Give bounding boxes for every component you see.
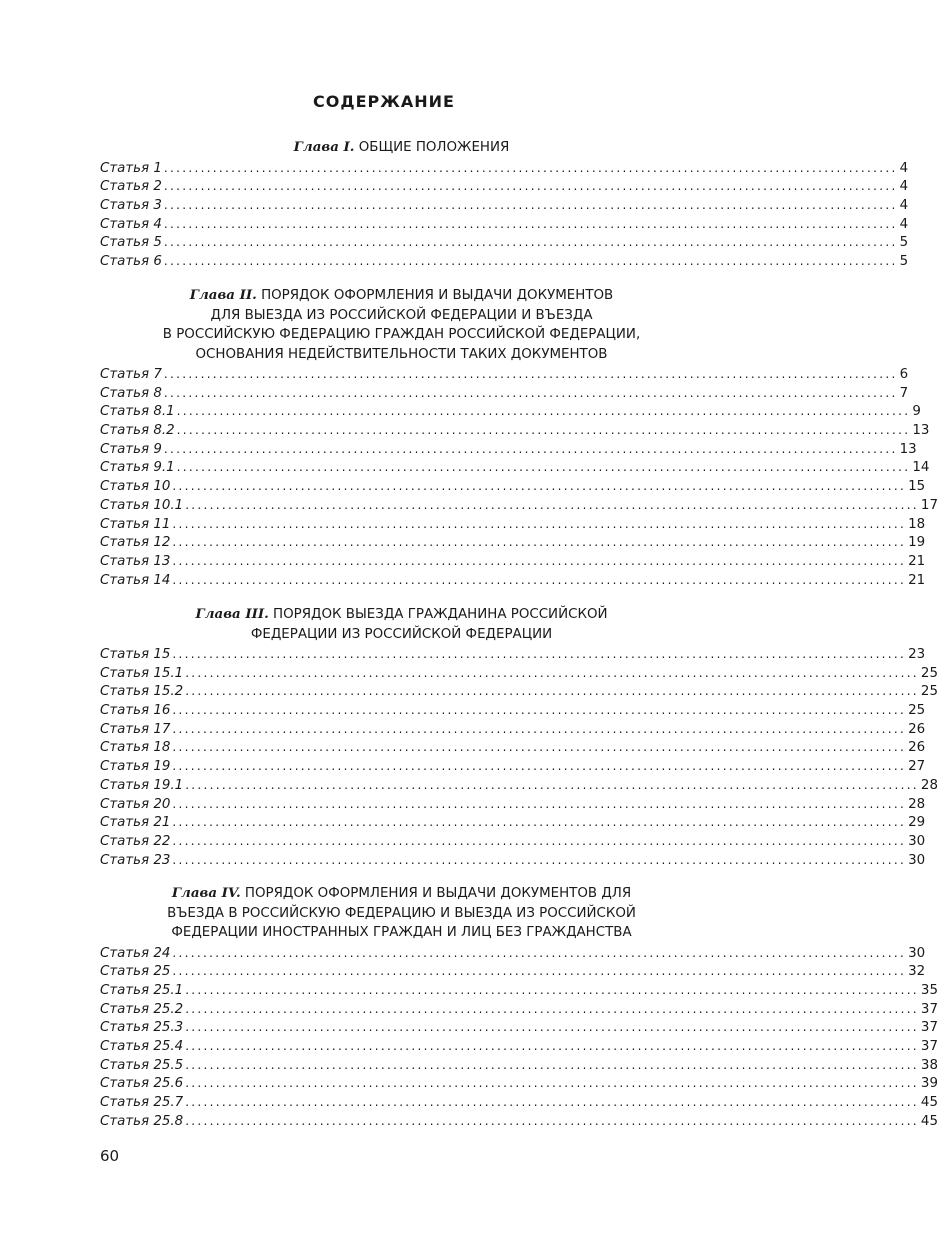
- chapter-title-text: ПОРЯДОК ВЫЕЗДА ГРАЖДАНИНА РОССИЙСКОЙ: [273, 607, 608, 622]
- toc-entry[interactable]: [100, 252, 909, 271]
- toc-entry[interactable]: [100, 962, 926, 981]
- chapter-title-text: ДЛЯ ВЫЕЗДА ИЗ РОССИЙСКОЙ ФЕДЕРАЦИИ И ВЪЕЗДА: [210, 307, 593, 323]
- dot-leader: ........................................................................................................................: [172, 945, 907, 960]
- dot-leader: ........................................................................................................................: [185, 684, 919, 699]
- chapter-title-text: ФЕДЕРАЦИИ ИЗ РОССИЙСКОЙ ФЕДЕРАЦИИ: [250, 626, 553, 642]
- toc-entry-label: Статья 19.1: [100, 777, 184, 793]
- chapter-title-text: В РОССИЙСКУЮ ФЕДЕРАЦИЮ ГРАЖДАН РОССИЙСКОЙ ФЕДЕРАЦИИ,: [162, 327, 641, 342]
- toc-entry[interactable]: [100, 571, 926, 590]
- toc-entry-page: 30: [908, 945, 926, 961]
- dot-leader: ........................................................................................................................: [172, 815, 907, 830]
- page-title: СОДЕРЖАНИЕ: [313, 92, 455, 111]
- dot-leader: ........................................................................................................................: [176, 404, 911, 419]
- toc-entry[interactable]: [100, 776, 938, 795]
- toc-entry[interactable]: [100, 682, 938, 701]
- chapter-title-text: ПОРЯДОК ОФОРМЛЕНИЯ И ВЫДАЧИ ДОКУМЕНТОВ: [261, 288, 614, 303]
- toc-entry[interactable]: [100, 795, 926, 814]
- toc-entry[interactable]: [100, 458, 930, 477]
- chapter-2-section: [100, 286, 938, 589]
- toc-entry-page: 30: [908, 833, 926, 849]
- toc-entry-page: 21: [908, 572, 926, 588]
- dot-leader: ........................................................................................................................: [176, 423, 911, 438]
- dot-leader: ........................................................................................................................: [172, 852, 907, 867]
- dot-leader: ........................................................................................................................: [185, 1113, 919, 1128]
- dot-leader: ........................................................................................................................: [172, 553, 907, 568]
- toc-entry[interactable]: [100, 944, 926, 963]
- chapter-title-text: ОБЩИЕ ПОЛОЖЕНИЯ: [358, 140, 510, 155]
- toc-entry-label: Статья 25.6: [100, 1076, 184, 1092]
- toc-entry-label: Статья 8: [100, 385, 162, 401]
- toc-entry[interactable]: [100, 757, 926, 776]
- toc-entry-label: Статья 2: [100, 179, 162, 195]
- toc-entry-page: 21: [908, 553, 926, 569]
- toc-entry-page: 29: [908, 815, 926, 831]
- dot-leader: ........................................................................................................................: [185, 1020, 919, 1035]
- dot-leader: ........................................................................................................................: [185, 1038, 919, 1053]
- dot-leader: ........................................................................................................................: [172, 964, 907, 979]
- dot-leader: ........................................................................................................................: [172, 796, 907, 811]
- toc-entry[interactable]: [100, 496, 938, 515]
- toc-entry-label: Статья 3: [100, 197, 162, 213]
- toc-entry-label: Статья 12: [100, 535, 171, 551]
- dot-leader: ........................................................................................................................: [185, 1095, 919, 1109]
- chapter-heading: [100, 286, 703, 364]
- toc-entry-page: 5: [899, 235, 909, 251]
- toc-entry-page: 25: [908, 703, 926, 719]
- toc-entry[interactable]: [100, 851, 926, 870]
- toc-entry-label: Статья 8.1: [100, 404, 175, 420]
- dot-leader: ........................................................................................................................: [163, 179, 898, 194]
- dot-leader: ........................................................................................................................: [185, 1076, 919, 1091]
- toc-entry[interactable]: [100, 1056, 938, 1075]
- chapter-title-text: ФЕДЕРАЦИИ ИНОСТРАННЫХ ГРАЖДАН И ЛИЦ БЕЗ ГРАЖДАНСТВА: [171, 925, 632, 940]
- chapter-heading-line: [100, 605, 703, 625]
- toc-entry[interactable]: [100, 664, 938, 683]
- toc-entry-page: 45: [920, 1095, 938, 1110]
- dot-leader: ........................................................................................................................: [163, 235, 898, 250]
- dot-leader: ........................................................................................................................: [185, 1057, 919, 1072]
- toc-entry-label: Статья 13: [100, 553, 171, 569]
- dot-leader: ........................................................................................................................: [163, 216, 898, 231]
- dot-leader: ........................................................................................................................: [185, 1001, 919, 1016]
- toc-entry-label: Статья 23: [100, 852, 171, 868]
- toc-entry-page: 37: [920, 1020, 938, 1036]
- dot-leader: ........................................................................................................................: [172, 535, 907, 550]
- toc-entry[interactable]: [100, 1074, 938, 1093]
- page-number: 60: [100, 1147, 120, 1165]
- toc-entry-label: Статья 17: [100, 721, 171, 737]
- dot-leader: ........................................................................................................................: [172, 740, 907, 755]
- chapter-heading-line: [100, 286, 703, 306]
- chapter-label: Глава III.: [195, 606, 269, 622]
- toc-entry-page: 9: [912, 404, 921, 420]
- chapter-title-text: ПОРЯДОК ОФОРМЛЕНИЯ И ВЫДАЧИ ДОКУМЕНТОВ ДЛЯ: [244, 886, 632, 901]
- dot-leader: ........................................................................................................................: [185, 982, 919, 997]
- toc-entry-page: 28: [908, 796, 926, 812]
- toc-entry[interactable]: [100, 645, 926, 664]
- dot-leader: ........................................................................................................................: [172, 833, 907, 848]
- toc-entry-page: 4: [899, 216, 909, 232]
- dot-leader: ........................................................................................................................: [163, 385, 898, 400]
- toc-entry-page: 15: [908, 479, 926, 495]
- toc-entry-page: 13: [899, 441, 917, 457]
- toc-entry-page: 32: [908, 964, 926, 980]
- chapter-1-section: [100, 138, 909, 271]
- toc-entry[interactable]: [100, 365, 909, 384]
- toc-entry[interactable]: [100, 1000, 938, 1019]
- toc-entry[interactable]: [100, 832, 926, 851]
- toc-entry-page: 37: [920, 1038, 938, 1054]
- toc-entry-page: 4: [899, 197, 909, 213]
- dot-leader: ........................................................................................................................: [172, 721, 907, 736]
- chapter-heading-line: [100, 625, 703, 645]
- chapter-heading-line: [100, 904, 703, 924]
- toc-entry-page: 45: [920, 1113, 938, 1129]
- toc-entry[interactable]: [100, 701, 926, 720]
- chapter-heading-line: [100, 325, 703, 345]
- toc-entry-page: 4: [899, 160, 909, 176]
- toc-entry[interactable]: [100, 159, 909, 178]
- toc-entry-page: 25: [920, 665, 938, 681]
- chapter-4-section: [100, 884, 938, 1130]
- toc-entry-label: Статья 6: [100, 253, 162, 269]
- toc-entry[interactable]: [100, 533, 926, 552]
- toc-entry-label: Статья 25.4: [100, 1038, 184, 1054]
- toc-entry[interactable]: [100, 1093, 938, 1112]
- toc-entry[interactable]: [100, 440, 917, 459]
- dot-leader: ........................................................................................................................: [172, 516, 907, 531]
- toc-entry-label: Статья 10: [100, 479, 171, 495]
- dot-leader: ........................................................................................................................: [163, 197, 898, 212]
- toc-entry-page: 17: [920, 497, 938, 513]
- toc-entry-label: Статья 21: [100, 815, 171, 831]
- chapter-heading-line: [100, 138, 703, 158]
- toc-entry-label: Статья 7: [100, 367, 162, 382]
- chapter-heading-line: [100, 923, 703, 943]
- toc-entry-label: Статья 20: [100, 796, 171, 812]
- toc-entry[interactable]: [100, 720, 926, 739]
- chapter-heading: [100, 138, 703, 158]
- toc-entry-page: 5: [899, 253, 909, 269]
- toc-entry[interactable]: [100, 738, 926, 757]
- chapter-heading: [100, 605, 703, 644]
- toc-entry-label: Статья 18: [100, 740, 171, 756]
- toc-entry-page: 23: [908, 647, 926, 662]
- toc-entry[interactable]: [100, 402, 921, 421]
- dot-leader: ........................................................................................................................: [163, 160, 898, 175]
- chapter-label: Глава IV.: [171, 885, 241, 901]
- toc-entry-page: 18: [908, 516, 926, 532]
- chapter-heading: [100, 884, 703, 943]
- toc-entry[interactable]: [100, 552, 926, 571]
- toc-entry-page: 37: [920, 1001, 938, 1017]
- toc-entry-label: Статья 1: [100, 160, 162, 176]
- toc-entry-label: Статья 24: [100, 945, 171, 961]
- toc-entry-label: Статья 14: [100, 572, 171, 588]
- toc-entry-label: Статья 15.1: [100, 665, 184, 681]
- toc-entry-label: Статья 25.5: [100, 1057, 184, 1073]
- dot-leader: ........................................................................................................................: [172, 703, 907, 718]
- chapter-heading-line: [100, 345, 703, 365]
- toc-entry-page: 13: [912, 423, 930, 439]
- dot-leader: ........................................................................................................................: [163, 441, 898, 456]
- toc-entry-page: 19: [908, 535, 926, 551]
- dot-leader: ........................................................................................................................: [163, 253, 898, 268]
- toc-entry[interactable]: [100, 233, 909, 252]
- dot-leader: ........................................................................................................................: [172, 647, 907, 661]
- toc-entry-page: 26: [908, 740, 926, 756]
- toc-entry[interactable]: [100, 515, 926, 534]
- toc-entry[interactable]: [100, 177, 909, 196]
- toc-entry[interactable]: [100, 1018, 938, 1037]
- toc-entry-page: 28: [920, 777, 938, 793]
- toc-entry[interactable]: [100, 384, 909, 403]
- toc-entry-label: Статья 9.1: [100, 460, 175, 476]
- toc-entry-label: Статья 25.8: [100, 1113, 184, 1129]
- toc-entry-page: 6: [899, 367, 909, 382]
- chapter-label: Глава I.: [293, 139, 355, 155]
- toc-entry-page: 14: [912, 460, 930, 476]
- dot-leader: ........................................................................................................................: [185, 665, 919, 680]
- dot-leader: ........................................................................................................................: [172, 479, 907, 494]
- toc-entry-label: Статья 9: [100, 441, 162, 457]
- toc-entry-page: 26: [908, 721, 926, 737]
- dot-leader: ........................................................................................................................: [185, 777, 919, 792]
- toc-entry-label: Статья 15: [100, 647, 171, 662]
- dot-leader: ........................................................................................................................: [185, 497, 919, 512]
- toc-entry-label: Статья 16: [100, 703, 171, 719]
- toc-entry-page: 39: [920, 1076, 938, 1092]
- toc-entry[interactable]: [100, 981, 938, 1000]
- toc-entry-page: 38: [920, 1057, 938, 1073]
- toc-entry[interactable]: [100, 813, 926, 832]
- chapter-heading-line: [100, 884, 703, 904]
- toc-entry-label: Статья 25: [100, 964, 171, 980]
- toc-entry[interactable]: [100, 196, 909, 215]
- toc-entry-label: Статья 4: [100, 216, 162, 232]
- toc-entry-label: Статья 25.1: [100, 982, 184, 998]
- toc-entry-label: Статья 5: [100, 235, 162, 251]
- toc-entry-label: Статья 25.7: [100, 1095, 184, 1110]
- toc-entry-page: 30: [908, 852, 926, 868]
- toc-entry[interactable]: [100, 1037, 938, 1056]
- chapter-label: Глава II.: [189, 287, 257, 303]
- toc-entry-label: Статья 11: [100, 516, 171, 532]
- toc-entry-label: Статья 19: [100, 759, 171, 775]
- chapter-title-text: ВЪЕЗДА В РОССИЙСКУЮ ФЕДЕРАЦИЮ И ВЫЕЗДА ИЗ РОССИЙСКОЙ: [167, 905, 636, 921]
- toc-entry[interactable]: [100, 215, 909, 234]
- toc-entry-page: 35: [920, 982, 938, 998]
- dot-leader: ........................................................................................................................: [176, 460, 911, 475]
- chapter-heading-line: [100, 306, 703, 326]
- toc-entry-page: 7: [899, 385, 909, 401]
- toc-entry[interactable]: [100, 1112, 938, 1131]
- toc-entry-page: 25: [920, 684, 938, 700]
- chapter-title-text: ОСНОВАНИЯ НЕДЕЙСТВИТЕЛЬНОСТИ ТАКИХ ДОКУМЕНТОВ: [195, 346, 608, 362]
- toc-entry-label: Статья 25.3: [100, 1020, 184, 1036]
- chapter-3-section: [100, 605, 938, 869]
- dot-leader: ........................................................................................................................: [163, 367, 898, 381]
- toc-entry-page: 4: [899, 179, 909, 195]
- toc-entry-label: Статья 15.2: [100, 684, 184, 700]
- toc-entry[interactable]: [100, 477, 926, 496]
- dot-leader: ........................................................................................................................: [172, 572, 907, 587]
- toc-entry[interactable]: [100, 421, 930, 440]
- toc-entry-label: Статья 10.1: [100, 497, 184, 513]
- toc-entry-label: Статья 22: [100, 833, 171, 849]
- toc-entry-page: 27: [908, 759, 926, 775]
- toc-entry-label: Статья 8.2: [100, 423, 175, 439]
- dot-leader: ........................................................................................................................: [172, 759, 907, 774]
- toc-entry-label: Статья 25.2: [100, 1001, 184, 1017]
